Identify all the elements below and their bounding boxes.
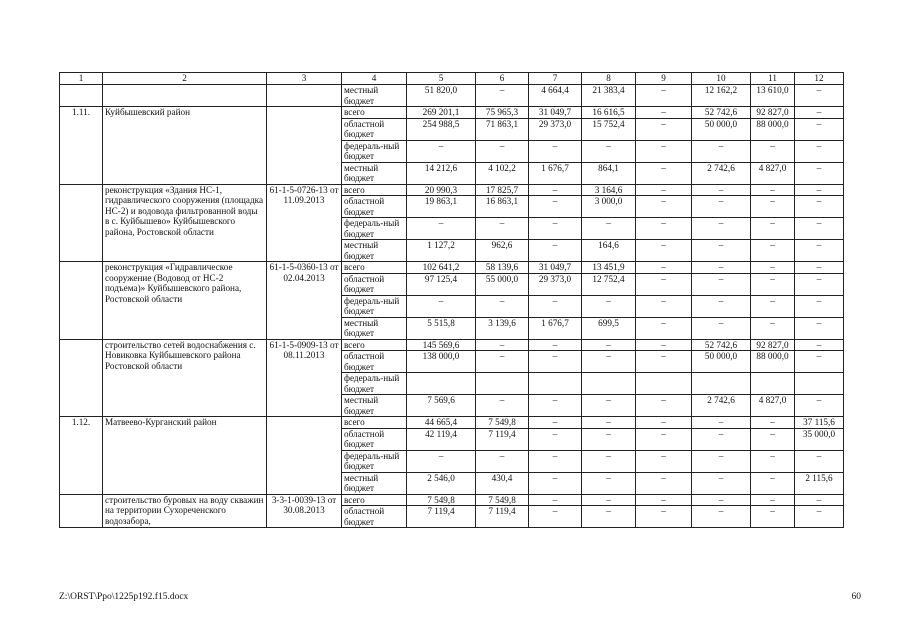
value-cell: – — [751, 428, 795, 450]
table-row — [60, 107, 844, 119]
value-cell — [529, 373, 582, 395]
funding-source-cell: местный бюджет — [342, 317, 407, 339]
value-cell: 3 139,6 — [476, 317, 529, 339]
value-cell: 97 125,4 — [407, 273, 476, 295]
funding-source-cell: всего — [342, 184, 407, 196]
value-cell: – — [795, 494, 844, 506]
value-cell: – — [751, 240, 795, 262]
value-cell: 31 049,7 — [529, 107, 582, 119]
value-cell — [636, 373, 692, 395]
value-cell: – — [751, 184, 795, 196]
value-cell: 7 549,8 — [476, 417, 529, 429]
value-cell: – — [407, 295, 476, 317]
column-header: 8 — [582, 73, 636, 85]
funding-source-cell: местный бюджет — [342, 472, 407, 494]
funding-source-cell: федераль-ный бюджет — [342, 218, 407, 240]
value-cell: 962,6 — [476, 240, 529, 262]
row-number-cell — [60, 494, 103, 528]
funding-source-cell: всего — [342, 262, 407, 274]
value-cell: – — [692, 140, 751, 162]
value-cell: 55 000,0 — [476, 273, 529, 295]
value-cell: – — [582, 339, 636, 351]
column-header: 2 — [103, 73, 267, 85]
project-name-cell: реконструкция «Гидравлическое сооружение (Водовод от НС-2 подъема)» Куйбышевского района, Ростовской области — [103, 262, 267, 340]
table-row — [60, 184, 844, 196]
value-cell: – — [636, 351, 692, 373]
value-cell: 16 616,5 — [582, 107, 636, 119]
value-cell: 12 162,2 — [692, 85, 751, 107]
value-cell: 75 965,3 — [476, 107, 529, 119]
value-cell — [407, 373, 476, 395]
value-cell: – — [636, 428, 692, 450]
value-cell: – — [582, 450, 636, 472]
value-cell: – — [636, 107, 692, 119]
column-header: 1 — [60, 73, 103, 85]
value-cell: – — [795, 196, 844, 218]
funding-source-cell: федераль-ный бюджет — [342, 295, 407, 317]
value-cell: – — [582, 218, 636, 240]
funding-source-cell: местный бюджет — [342, 162, 407, 184]
value-cell: – — [751, 417, 795, 429]
value-cell: 29 373,0 — [529, 118, 582, 140]
value-cell: – — [636, 506, 692, 528]
value-cell: – — [582, 417, 636, 429]
value-cell: 3 164,6 — [582, 184, 636, 196]
header-row — [60, 73, 844, 85]
value-cell: – — [529, 218, 582, 240]
value-cell: – — [529, 240, 582, 262]
value-cell: – — [582, 506, 636, 528]
value-cell: – — [582, 494, 636, 506]
value-cell: – — [636, 417, 692, 429]
value-cell: – — [692, 218, 751, 240]
value-cell: 16 863,1 — [476, 196, 529, 218]
value-cell: – — [476, 295, 529, 317]
expertise-cell — [267, 417, 342, 495]
value-cell: 7 119,4 — [476, 428, 529, 450]
row-number-cell — [60, 85, 103, 107]
project-name-cell: Куйбышевский район — [103, 107, 267, 185]
value-cell: 1 127,2 — [407, 240, 476, 262]
column-header: 9 — [636, 73, 692, 85]
value-cell: – — [751, 494, 795, 506]
page-number: 60 — [851, 592, 861, 602]
value-cell: – — [636, 295, 692, 317]
value-cell: 44 665,4 — [407, 417, 476, 429]
value-cell: – — [582, 140, 636, 162]
table-row — [60, 262, 844, 274]
value-cell: – — [476, 140, 529, 162]
budget-table — [59, 72, 844, 528]
value-cell: – — [795, 162, 844, 184]
value-cell: – — [636, 184, 692, 196]
value-cell: 2 742,6 — [692, 395, 751, 417]
value-cell: 42 119,4 — [407, 428, 476, 450]
value-cell: – — [692, 428, 751, 450]
value-cell — [582, 373, 636, 395]
value-cell: – — [795, 240, 844, 262]
value-cell: – — [692, 196, 751, 218]
project-name-cell: строительство сетей водоснабжения с. Новиковка Куйбышевского района Ростовской области — [103, 339, 267, 417]
value-cell: – — [795, 295, 844, 317]
value-cell: 88 000,0 — [751, 351, 795, 373]
value-cell: – — [751, 196, 795, 218]
value-cell: – — [795, 107, 844, 119]
value-cell: – — [529, 184, 582, 196]
value-cell: 4 664,4 — [529, 85, 582, 107]
value-cell: 51 820,0 — [407, 85, 476, 107]
value-cell: 19 863,1 — [407, 196, 476, 218]
value-cell: – — [636, 196, 692, 218]
value-cell: 864,1 — [582, 162, 636, 184]
value-cell: – — [692, 494, 751, 506]
funding-source-cell: областной бюджет — [342, 428, 407, 450]
value-cell: – — [795, 85, 844, 107]
value-cell: 13 610,0 — [751, 85, 795, 107]
value-cell: – — [795, 262, 844, 274]
value-cell: – — [529, 295, 582, 317]
funding-source-cell: федераль-ный бюджет — [342, 373, 407, 395]
value-cell: 5 515,8 — [407, 317, 476, 339]
value-cell: – — [582, 472, 636, 494]
value-cell: – — [529, 196, 582, 218]
value-cell: – — [636, 140, 692, 162]
funding-source-cell: областной бюджет — [342, 506, 407, 528]
value-cell: 3 000,0 — [582, 196, 636, 218]
value-cell: – — [636, 162, 692, 184]
column-header: 4 — [342, 73, 407, 85]
value-cell: – — [795, 218, 844, 240]
value-cell: – — [692, 317, 751, 339]
funding-source-cell: федераль-ный бюджет — [342, 450, 407, 472]
value-cell: – — [636, 494, 692, 506]
value-cell: 15 752,4 — [582, 118, 636, 140]
funding-source-cell: всего — [342, 107, 407, 119]
value-cell: – — [751, 506, 795, 528]
value-cell: – — [751, 317, 795, 339]
project-name-cell: реконструкция «Здания НС-1, гидравлического сооружения (площадка НС-2) и водовода фильтрованной воды в с. Куйбышево» Куйбышевского района, Ростовской области — [103, 184, 267, 262]
column-header: 5 — [407, 73, 476, 85]
project-name-cell: строительство буровых на воду скважин на территории Сухореченского водозабора, — [103, 494, 267, 528]
value-cell: 71 863,1 — [476, 118, 529, 140]
value-cell: 52 742,6 — [692, 107, 751, 119]
value-cell: 14 212,6 — [407, 162, 476, 184]
value-cell: 699,5 — [582, 317, 636, 339]
value-cell: – — [407, 218, 476, 240]
value-cell: – — [476, 218, 529, 240]
value-cell: – — [692, 262, 751, 274]
expertise-cell: 61-1-5-0360-13 от 02.04.2013 — [267, 262, 342, 340]
value-cell: – — [751, 450, 795, 472]
value-cell: 20 990,3 — [407, 184, 476, 196]
value-cell — [795, 373, 844, 395]
value-cell: 50 000,0 — [692, 351, 751, 373]
value-cell: 7 569,6 — [407, 395, 476, 417]
value-cell: 31 049,7 — [529, 262, 582, 274]
value-cell: – — [407, 450, 476, 472]
value-cell: – — [476, 450, 529, 472]
value-cell: – — [636, 85, 692, 107]
value-cell: 7 549,8 — [407, 494, 476, 506]
funding-source-cell: всего — [342, 417, 407, 429]
value-cell: 2 115,6 — [795, 472, 844, 494]
value-cell: – — [692, 472, 751, 494]
value-cell: 92 827,0 — [751, 339, 795, 351]
project-name-cell: Матвеево-Курганский район — [103, 417, 267, 495]
value-cell: 88 000,0 — [751, 118, 795, 140]
table-row — [60, 494, 844, 506]
value-cell: – — [582, 295, 636, 317]
value-cell: 1 676,7 — [529, 317, 582, 339]
funding-source-cell: областной бюджет — [342, 351, 407, 373]
row-number-cell: 1.11. — [60, 107, 103, 185]
value-cell: – — [529, 417, 582, 429]
value-cell: – — [636, 472, 692, 494]
value-cell: 12 752,4 — [582, 273, 636, 295]
column-header: 12 — [795, 73, 844, 85]
value-cell: – — [795, 450, 844, 472]
value-cell: – — [476, 339, 529, 351]
value-cell: 13 451,9 — [582, 262, 636, 274]
value-cell: – — [636, 273, 692, 295]
funding-source-cell: всего — [342, 339, 407, 351]
value-cell: – — [636, 240, 692, 262]
expertise-cell: 61-1-5-0726-13 от 11.09.2013 — [267, 184, 342, 262]
value-cell: – — [795, 395, 844, 417]
value-cell: 35 000,0 — [795, 428, 844, 450]
value-cell: 2 546,0 — [407, 472, 476, 494]
value-cell: 4 827,0 — [751, 395, 795, 417]
value-cell: – — [751, 218, 795, 240]
value-cell: – — [636, 339, 692, 351]
value-cell: – — [529, 428, 582, 450]
value-cell: – — [582, 428, 636, 450]
row-number-cell: 1.12. — [60, 417, 103, 495]
value-cell: – — [751, 295, 795, 317]
column-header: 11 — [751, 73, 795, 85]
value-cell: – — [692, 240, 751, 262]
value-cell: – — [751, 472, 795, 494]
funding-source-cell: местный бюджет — [342, 240, 407, 262]
project-name-cell — [103, 85, 267, 107]
value-cell: – — [692, 450, 751, 472]
funding-source-cell: местный бюджет — [342, 395, 407, 417]
value-cell: 92 827,0 — [751, 107, 795, 119]
value-cell: – — [636, 118, 692, 140]
value-cell: 145 569,6 — [407, 339, 476, 351]
value-cell: – — [795, 140, 844, 162]
value-cell: – — [751, 140, 795, 162]
value-cell: – — [795, 184, 844, 196]
value-cell — [692, 373, 751, 395]
value-cell: – — [476, 395, 529, 417]
value-cell: – — [692, 417, 751, 429]
value-cell: – — [795, 339, 844, 351]
value-cell: 7 549,8 — [476, 494, 529, 506]
value-cell: – — [476, 351, 529, 373]
column-header: 6 — [476, 73, 529, 85]
value-cell: 17 825,7 — [476, 184, 529, 196]
value-cell: – — [751, 273, 795, 295]
value-cell: – — [795, 317, 844, 339]
value-cell: 2 742,6 — [692, 162, 751, 184]
value-cell: – — [636, 262, 692, 274]
value-cell: 1 676,7 — [529, 162, 582, 184]
column-header: 10 — [692, 73, 751, 85]
value-cell: 7 119,4 — [476, 506, 529, 528]
value-cell: – — [529, 450, 582, 472]
value-cell: – — [529, 140, 582, 162]
row-number-cell — [60, 262, 103, 340]
expertise-cell — [267, 107, 342, 185]
row-number-cell — [60, 339, 103, 417]
value-cell: – — [795, 351, 844, 373]
value-cell: – — [529, 506, 582, 528]
value-cell: – — [529, 494, 582, 506]
value-cell: – — [636, 395, 692, 417]
value-cell: – — [692, 184, 751, 196]
value-cell: 58 139,6 — [476, 262, 529, 274]
file-path: Z:\ORST\Ppo\1225p192.f15.docx — [59, 592, 189, 602]
value-cell: 138 000,0 — [407, 351, 476, 373]
funding-source-cell: федераль-ный бюджет — [342, 140, 407, 162]
value-cell: – — [795, 273, 844, 295]
value-cell: 4 102,2 — [476, 162, 529, 184]
value-cell: – — [751, 262, 795, 274]
document-table-area — [59, 72, 843, 528]
value-cell: – — [529, 351, 582, 373]
value-cell: – — [692, 295, 751, 317]
value-cell: – — [407, 140, 476, 162]
funding-source-cell: областной бюджет — [342, 196, 407, 218]
value-cell: – — [529, 339, 582, 351]
column-header: 3 — [267, 73, 342, 85]
expertise-cell: 3-3-1-0039-13 от 30.08.2013 — [267, 494, 342, 528]
value-cell: – — [582, 351, 636, 373]
value-cell: – — [636, 450, 692, 472]
value-cell: 164,6 — [582, 240, 636, 262]
value-cell: 50 000,0 — [692, 118, 751, 140]
value-cell: 29 373,0 — [529, 273, 582, 295]
value-cell: 430,4 — [476, 472, 529, 494]
value-cell: 4 827,0 — [751, 162, 795, 184]
table-row — [60, 339, 844, 351]
table-row — [60, 85, 844, 107]
value-cell: – — [529, 395, 582, 417]
value-cell: 254 988,5 — [407, 118, 476, 140]
value-cell — [751, 373, 795, 395]
funding-source-cell: местный бюджет — [342, 85, 407, 107]
funding-source-cell: областной бюджет — [342, 118, 407, 140]
value-cell: 269 201,1 — [407, 107, 476, 119]
funding-source-cell: всего — [342, 494, 407, 506]
expertise-cell: 61-1-5-0909-13 от 08.11.2013 — [267, 339, 342, 417]
funding-source-cell: областной бюджет — [342, 273, 407, 295]
value-cell: 21 383,4 — [582, 85, 636, 107]
value-cell: – — [529, 472, 582, 494]
value-cell: 52 742,6 — [692, 339, 751, 351]
value-cell: – — [795, 506, 844, 528]
value-cell: – — [636, 317, 692, 339]
column-header: 7 — [529, 73, 582, 85]
value-cell: – — [476, 85, 529, 107]
value-cell: 7 119,4 — [407, 506, 476, 528]
value-cell — [476, 373, 529, 395]
value-cell: – — [582, 395, 636, 417]
value-cell: – — [636, 218, 692, 240]
expertise-cell — [267, 85, 342, 107]
value-cell: – — [692, 506, 751, 528]
value-cell: – — [692, 273, 751, 295]
value-cell: 102 641,2 — [407, 262, 476, 274]
value-cell: 37 115,6 — [795, 417, 844, 429]
row-number-cell — [60, 184, 103, 262]
table-row — [60, 417, 844, 429]
value-cell: – — [795, 118, 844, 140]
